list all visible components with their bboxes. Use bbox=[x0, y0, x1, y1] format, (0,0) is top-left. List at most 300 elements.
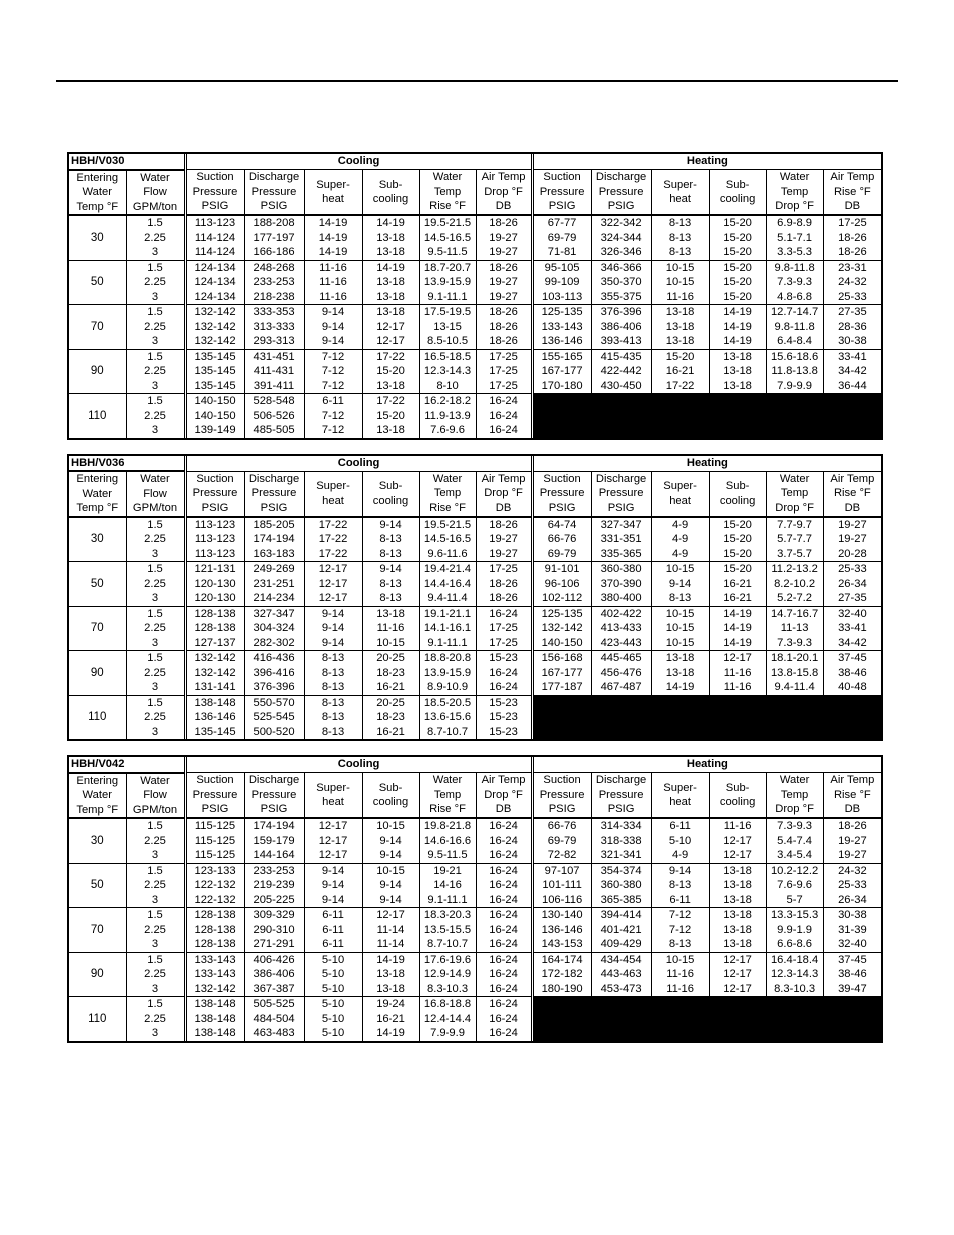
heating-value-cell: 12-17 bbox=[709, 834, 766, 849]
cooling-subcooling-header bbox=[362, 471, 419, 517]
heating-value-cell: 33-41 bbox=[823, 349, 882, 364]
cooling-value-cell: 9-14 bbox=[362, 517, 419, 533]
entering-water-temp-cell: 30 bbox=[68, 517, 126, 562]
cooling-value-cell: 128-138 bbox=[186, 606, 244, 621]
heating-value-cell: 125-135 bbox=[533, 305, 591, 320]
header-line: PSIG bbox=[260, 501, 288, 514]
heating-value-cell: 3.7-5.7 bbox=[766, 547, 823, 562]
cooling-value-cell: 174-194 bbox=[244, 532, 304, 547]
cooling-value-cell: 16-24 bbox=[476, 1026, 531, 1042]
cooling-value-cell: 8.7-10.7 bbox=[419, 725, 476, 741]
heating-value-cell: 10-15 bbox=[651, 562, 709, 577]
heating-value-cell: 167-177 bbox=[533, 666, 591, 681]
cooling-value-cell: 333-353 bbox=[244, 305, 304, 320]
cooling-value-cell: 132-142 bbox=[186, 334, 244, 349]
header-line: Air Temp bbox=[830, 472, 875, 485]
cooling-value-cell: 113-123 bbox=[186, 215, 244, 231]
heating-superheat-header bbox=[651, 170, 709, 216]
cooling-value-cell: 219-239 bbox=[244, 878, 304, 893]
heating-value-cell: 26-34 bbox=[823, 577, 882, 592]
heating-value-cell: 71-81 bbox=[533, 245, 591, 260]
header-line: Discharge bbox=[248, 774, 300, 787]
cooling-value-cell: 120-130 bbox=[186, 577, 244, 592]
cooling-value-cell: 5-10 bbox=[304, 1012, 362, 1027]
cooling-value-cell: 7-12 bbox=[304, 423, 362, 439]
cooling-value-cell: 9-14 bbox=[304, 878, 362, 893]
heating-value-cell: 30-38 bbox=[823, 908, 882, 923]
heating-value-cell: 15-20 bbox=[709, 290, 766, 305]
heating-value-cell: 69-79 bbox=[533, 834, 591, 849]
cooling-value-cell: 19.5-21.5 bbox=[419, 517, 476, 533]
header-line: Pressure bbox=[539, 788, 585, 801]
cooling-value-cell: 13-18 bbox=[362, 245, 419, 260]
cooling-value-cell: 14-19 bbox=[362, 1026, 419, 1042]
header-line: PSIG bbox=[201, 803, 229, 816]
cooling-value-cell: 16-24 bbox=[476, 606, 531, 621]
heating-value-cell: 15-20 bbox=[709, 547, 766, 562]
cooling-value-cell: 20-25 bbox=[362, 651, 419, 666]
header-line: Pressure bbox=[598, 788, 644, 801]
heating-value-cell: 17-25 bbox=[823, 215, 882, 231]
heating-value-cell: 318-338 bbox=[591, 834, 651, 849]
cooling-value-cell: 13-18 bbox=[362, 305, 419, 320]
header-line: cooling bbox=[372, 494, 409, 507]
heating-value-cell: 101-111 bbox=[533, 878, 591, 893]
cooling-value-cell: 11.9-13.9 bbox=[419, 409, 476, 424]
cooling-value-cell: 9-14 bbox=[304, 320, 362, 335]
title-row bbox=[68, 756, 882, 773]
cooling-group-header: Cooling bbox=[186, 756, 531, 773]
cooling-value-cell: 7-12 bbox=[304, 349, 362, 364]
flow-cell: 3 bbox=[126, 334, 184, 349]
table-row bbox=[68, 364, 882, 379]
heating-value-cell: 7.9-9.9 bbox=[766, 379, 823, 394]
header-line: Water bbox=[432, 472, 463, 485]
header-line: Water bbox=[432, 774, 463, 787]
heating-value-cell: 8-13 bbox=[651, 231, 709, 246]
cooling-value-cell: 16-24 bbox=[476, 967, 531, 982]
heating-value-cell: 10-15 bbox=[651, 952, 709, 967]
table-row bbox=[68, 680, 882, 695]
cooling-value-cell: 9-14 bbox=[362, 848, 419, 863]
heating-value-cell: 40-48 bbox=[823, 680, 882, 695]
cooling-value-cell: 17-22 bbox=[304, 532, 362, 547]
cooling-subcooling-header bbox=[362, 773, 419, 819]
cooling-value-cell: 9-14 bbox=[304, 621, 362, 636]
cooling-value-cell: 17-22 bbox=[304, 547, 362, 562]
heating-value-cell: 10-15 bbox=[651, 636, 709, 651]
heating-value-cell: 37-45 bbox=[823, 651, 882, 666]
heating-value-cell: 9-14 bbox=[651, 863, 709, 878]
flow-cell: 3 bbox=[126, 636, 184, 651]
header-line: Entering bbox=[76, 171, 119, 184]
heating-value-cell: 13-18 bbox=[709, 364, 766, 379]
heating-value-cell: 26-34 bbox=[823, 893, 882, 908]
heating-value-cell: 136-146 bbox=[533, 923, 591, 938]
heating-value-cell: 32-40 bbox=[823, 606, 882, 621]
heating-value-cell: 5-7 bbox=[766, 893, 823, 908]
header-line: cooling bbox=[719, 796, 756, 808]
header-line: Pressure bbox=[539, 487, 585, 500]
header-line: Temp bbox=[780, 185, 809, 198]
header-line: Super- bbox=[316, 781, 350, 794]
heating-value-cell: 125-135 bbox=[533, 606, 591, 621]
cooling-value-cell: 14-16 bbox=[419, 878, 476, 893]
flow-cell: 2.25 bbox=[126, 577, 184, 592]
model-label: HBH/V042 bbox=[68, 756, 184, 773]
cooling-value-cell: 18-26 bbox=[476, 517, 531, 533]
heating-value-cell: 327-347 bbox=[591, 517, 651, 533]
header-line: Discharge bbox=[595, 171, 647, 184]
cooling-value-cell: 163-183 bbox=[244, 547, 304, 562]
heating-value-cell: 13-18 bbox=[651, 666, 709, 681]
heating-value-cell: 8-13 bbox=[651, 591, 709, 606]
cooling-value-cell: 140-150 bbox=[186, 394, 244, 409]
cooling-value-cell: 290-310 bbox=[244, 923, 304, 938]
cooling-value-cell: 431-451 bbox=[244, 349, 304, 364]
header-line: PSIG bbox=[607, 200, 635, 213]
column-gap bbox=[531, 1026, 533, 1042]
cooling-value-cell: 18-26 bbox=[476, 260, 531, 275]
table-row bbox=[68, 878, 882, 893]
cooling-value-cell: 124-134 bbox=[186, 260, 244, 275]
heating-value-cell: 10-15 bbox=[651, 260, 709, 275]
header-line: PSIG bbox=[201, 200, 229, 213]
heating-value-cell: 7.3-9.3 bbox=[766, 636, 823, 651]
header-line: Temp °F bbox=[76, 803, 119, 816]
flow-cell: 2.25 bbox=[126, 532, 184, 547]
heating-discharge-pressure-header bbox=[591, 471, 651, 517]
cooling-value-cell: 122-132 bbox=[186, 893, 244, 908]
header-line: Temp bbox=[433, 487, 462, 500]
flow-cell: 3 bbox=[126, 245, 184, 260]
heating-value-cell: 360-380 bbox=[591, 562, 651, 577]
cooling-value-cell: 14-19 bbox=[304, 245, 362, 260]
cooling-value-cell: 16-24 bbox=[476, 423, 531, 439]
cooling-value-cell: 135-145 bbox=[186, 364, 244, 379]
header-line: heat bbox=[322, 494, 344, 507]
table-row bbox=[68, 621, 882, 636]
heating-value-cell: 15-20 bbox=[709, 517, 766, 533]
heating-value-cell: 31-39 bbox=[823, 923, 882, 938]
flow-cell: 2.25 bbox=[126, 967, 184, 982]
cooling-value-cell: 159-179 bbox=[244, 834, 304, 849]
column-gap bbox=[531, 1012, 533, 1027]
cooling-value-cell: 14-19 bbox=[362, 215, 419, 231]
column-header-row bbox=[68, 773, 882, 819]
cooling-value-cell: 7.9-9.9 bbox=[419, 1026, 476, 1042]
heating-value-cell: 17-22 bbox=[651, 379, 709, 394]
heating-value-cell: 314-334 bbox=[591, 818, 651, 834]
heating-value-cell: 102-112 bbox=[533, 591, 591, 606]
flow-cell: 3 bbox=[126, 1026, 184, 1042]
cooling-value-cell: 15-23 bbox=[476, 710, 531, 725]
heating-value-cell: 14-19 bbox=[709, 320, 766, 335]
heating-value-cell: 13-18 bbox=[651, 334, 709, 349]
cooling-value-cell: 16-21 bbox=[362, 1012, 419, 1027]
heating-value-cell: 3.3-5.3 bbox=[766, 245, 823, 260]
cooling-value-cell: 114-124 bbox=[186, 245, 244, 260]
cooling-value-cell: 19.5-21.5 bbox=[419, 215, 476, 231]
cooling-value-cell: 233-253 bbox=[244, 863, 304, 878]
heating-value-cell: 72-82 bbox=[533, 848, 591, 863]
cooling-air-temp-drop-header bbox=[476, 170, 531, 216]
heating-value-cell: 103-113 bbox=[533, 290, 591, 305]
column-header-row bbox=[68, 471, 882, 517]
cooling-value-cell: 9-14 bbox=[304, 305, 362, 320]
cooling-value-cell: 12-17 bbox=[304, 848, 362, 863]
cooling-value-cell: 16-24 bbox=[476, 818, 531, 834]
cooling-value-cell: 8-13 bbox=[304, 725, 362, 741]
cooling-value-cell: 139-149 bbox=[186, 423, 244, 439]
cooling-value-cell: 12-17 bbox=[362, 908, 419, 923]
header-line: Water bbox=[779, 774, 810, 787]
heating-value-cell: 20-28 bbox=[823, 547, 882, 562]
cooling-value-cell: 19-24 bbox=[362, 997, 419, 1012]
header-line: cooling bbox=[719, 193, 756, 205]
heating-value-cell: 4-9 bbox=[651, 547, 709, 562]
cooling-value-cell: 13-18 bbox=[362, 379, 419, 394]
cooling-value-cell: 132-142 bbox=[186, 651, 244, 666]
cooling-value-cell: 8-13 bbox=[304, 680, 362, 695]
entering-water-temp-header bbox=[68, 170, 126, 216]
flow-cell: 3 bbox=[126, 379, 184, 394]
cooling-value-cell: 17-22 bbox=[362, 394, 419, 409]
heating-value-cell: 12-17 bbox=[709, 982, 766, 997]
cooling-value-cell: 16-24 bbox=[476, 937, 531, 952]
cooling-value-cell: 8-13 bbox=[362, 591, 419, 606]
heating-value-cell: 18.1-20.1 bbox=[766, 651, 823, 666]
cooling-value-cell: 14-19 bbox=[304, 231, 362, 246]
cooling-value-cell: 121-131 bbox=[186, 562, 244, 577]
heating-value-cell: 13.8-15.8 bbox=[766, 666, 823, 681]
flow-cell: 2.25 bbox=[126, 320, 184, 335]
heating-value-cell: 66-76 bbox=[533, 818, 591, 834]
header-line: heat bbox=[322, 796, 344, 808]
cooling-value-cell: 124-134 bbox=[186, 275, 244, 290]
header-line: DB bbox=[844, 501, 861, 514]
header-line: Drop °F bbox=[775, 501, 814, 514]
header-line: Water bbox=[779, 171, 810, 184]
cooling-value-cell: 14-19 bbox=[362, 952, 419, 967]
header-line: PSIG bbox=[201, 501, 229, 514]
flow-cell: 2.25 bbox=[126, 710, 184, 725]
cooling-value-cell: 12-17 bbox=[304, 818, 362, 834]
heating-value-cell: 25-33 bbox=[823, 562, 882, 577]
cooling-value-cell: 18.5-20.5 bbox=[419, 695, 476, 710]
cooling-value-cell: 138-148 bbox=[186, 997, 244, 1012]
heating-value-cell: 7-12 bbox=[651, 923, 709, 938]
heating-value-cell: 39-47 bbox=[823, 982, 882, 997]
heating-value-cell: 4-9 bbox=[651, 848, 709, 863]
heating-value-cell: 7-12 bbox=[651, 908, 709, 923]
cooling-value-cell: 11-14 bbox=[362, 923, 419, 938]
flow-cell: 3 bbox=[126, 725, 184, 741]
heating-value-cell: 14-19 bbox=[709, 334, 766, 349]
heating-value-cell: 24-32 bbox=[823, 863, 882, 878]
header-line: Sub- bbox=[378, 781, 403, 794]
flow-cell: 2.25 bbox=[126, 1012, 184, 1027]
cooling-value-cell: 19-27 bbox=[476, 532, 531, 547]
header-line: PSIG bbox=[260, 803, 288, 816]
table-row bbox=[68, 666, 882, 681]
cooling-value-cell: 140-150 bbox=[186, 409, 244, 424]
cooling-value-cell: 18-26 bbox=[476, 577, 531, 592]
table-row bbox=[68, 547, 882, 562]
entering-water-temp-cell: 90 bbox=[68, 651, 126, 696]
header-line: Temp bbox=[433, 788, 462, 801]
table-row bbox=[68, 394, 882, 409]
header-line: Water bbox=[779, 472, 810, 485]
heating-suction-pressure-header bbox=[533, 773, 591, 819]
cooling-value-cell: 309-329 bbox=[244, 908, 304, 923]
cooling-value-cell: 484-504 bbox=[244, 1012, 304, 1027]
header-line: cooling bbox=[372, 796, 409, 808]
cooling-value-cell: 131-141 bbox=[186, 680, 244, 695]
table-row bbox=[68, 893, 882, 908]
heating-value-cell: 33-41 bbox=[823, 621, 882, 636]
heating-value-cell: 324-344 bbox=[591, 231, 651, 246]
heating-value-cell: 360-380 bbox=[591, 878, 651, 893]
table-row bbox=[68, 215, 882, 231]
heating-value-cell: 9.4-11.4 bbox=[766, 680, 823, 695]
cooling-value-cell: 293-313 bbox=[244, 334, 304, 349]
flow-cell: 3 bbox=[126, 937, 184, 952]
cooling-value-cell: 18-26 bbox=[476, 591, 531, 606]
header-line: Air Temp bbox=[830, 171, 875, 184]
table-row bbox=[68, 923, 882, 938]
cooling-value-cell: 18-26 bbox=[476, 215, 531, 231]
heating-value-cell: 34-42 bbox=[823, 364, 882, 379]
header-line: Entering bbox=[76, 774, 119, 787]
cooling-value-cell: 12-17 bbox=[304, 577, 362, 592]
flow-cell: 1.5 bbox=[126, 952, 184, 967]
cooling-value-cell: 7-12 bbox=[304, 364, 362, 379]
cooling-value-cell: 113-123 bbox=[186, 547, 244, 562]
cooling-value-cell: 8-13 bbox=[304, 666, 362, 681]
header-line: Suction bbox=[543, 774, 581, 787]
cooling-value-cell: 138-148 bbox=[186, 695, 244, 710]
cooling-value-cell: 16-24 bbox=[476, 952, 531, 967]
cooling-value-cell: 18.7-20.7 bbox=[419, 260, 476, 275]
entering-water-temp-cell: 70 bbox=[68, 908, 126, 953]
cooling-value-cell: 406-426 bbox=[244, 952, 304, 967]
heating-value-cell: 5.4-7.4 bbox=[766, 834, 823, 849]
header-line: Discharge bbox=[248, 472, 300, 485]
entering-water-temp-cell: 50 bbox=[68, 562, 126, 607]
heating-value-cell: 335-365 bbox=[591, 547, 651, 562]
heating-value-cell: 16-21 bbox=[651, 364, 709, 379]
cooling-value-cell: 6-11 bbox=[304, 394, 362, 409]
heating-value-cell: 15-20 bbox=[709, 532, 766, 547]
cooling-value-cell: 13-18 bbox=[362, 606, 419, 621]
table-row bbox=[68, 848, 882, 863]
cooling-value-cell: 233-253 bbox=[244, 275, 304, 290]
cooling-value-cell: 11-16 bbox=[304, 260, 362, 275]
cooling-value-cell: 12.3-14.3 bbox=[419, 364, 476, 379]
cooling-value-cell: 9.6-11.6 bbox=[419, 547, 476, 562]
heating-group-header: Heating bbox=[533, 153, 882, 170]
cooling-value-cell: 122-132 bbox=[186, 878, 244, 893]
heating-superheat-header bbox=[651, 773, 709, 819]
cooling-value-cell: 19.1-21.1 bbox=[419, 606, 476, 621]
header-line: Pressure bbox=[251, 185, 297, 198]
cooling-value-cell: 249-269 bbox=[244, 562, 304, 577]
header-line: Temp bbox=[780, 788, 809, 801]
heating-value-cell: 19-27 bbox=[823, 517, 882, 533]
heating-value-cell: 13-18 bbox=[651, 651, 709, 666]
heating-value-cell: 14-19 bbox=[709, 305, 766, 320]
heating-value-cell: 13-18 bbox=[709, 878, 766, 893]
cooling-value-cell: 16-24 bbox=[476, 893, 531, 908]
cooling-value-cell: 5-10 bbox=[304, 997, 362, 1012]
cooling-value-cell: 16.2-18.2 bbox=[419, 394, 476, 409]
cooling-value-cell: 500-520 bbox=[244, 725, 304, 741]
cooling-value-cell: 13-18 bbox=[362, 982, 419, 997]
flow-cell: 2.25 bbox=[126, 231, 184, 246]
flow-cell: 1.5 bbox=[126, 606, 184, 621]
entering-water-temp-cell: 90 bbox=[68, 349, 126, 394]
cooling-value-cell: 9-14 bbox=[304, 863, 362, 878]
cooling-value-cell: 9-14 bbox=[304, 334, 362, 349]
entering-water-temp-cell: 70 bbox=[68, 606, 126, 651]
cooling-value-cell: 123-133 bbox=[186, 863, 244, 878]
heating-value-cell: 380-400 bbox=[591, 591, 651, 606]
cooling-value-cell: 16.8-18.8 bbox=[419, 997, 476, 1012]
cooling-value-cell: 525-545 bbox=[244, 710, 304, 725]
header-line: PSIG bbox=[607, 803, 635, 816]
header-line: Rise °F bbox=[429, 200, 466, 213]
heating-value-cell: 12-17 bbox=[709, 952, 766, 967]
cooling-superheat-header bbox=[304, 170, 362, 216]
heating-value-cell: 14-19 bbox=[709, 636, 766, 651]
cooling-value-cell: 391-411 bbox=[244, 379, 304, 394]
table-row bbox=[68, 636, 882, 651]
cooling-value-cell: 16-24 bbox=[476, 982, 531, 997]
heating-discharge-pressure-header bbox=[591, 170, 651, 216]
flow-cell: 1.5 bbox=[126, 997, 184, 1012]
flow-cell: 2.25 bbox=[126, 275, 184, 290]
heating-value-cell: 13-18 bbox=[709, 923, 766, 938]
performance-table bbox=[67, 755, 883, 1043]
cooling-value-cell: 13-18 bbox=[362, 231, 419, 246]
cooling-value-cell: 11-14 bbox=[362, 937, 419, 952]
heating-value-cell: 16.4-18.4 bbox=[766, 952, 823, 967]
cooling-value-cell: 13-15 bbox=[419, 320, 476, 335]
header-line: Drop °F bbox=[484, 788, 523, 801]
cooling-value-cell: 396-416 bbox=[244, 666, 304, 681]
cooling-value-cell: 127-137 bbox=[186, 636, 244, 651]
heating-water-temp-drop-header bbox=[766, 471, 823, 517]
cooling-value-cell: 14-19 bbox=[362, 260, 419, 275]
cooling-value-cell: 18-26 bbox=[476, 320, 531, 335]
heating-value-cell: 7.3-9.3 bbox=[766, 275, 823, 290]
header-line: Flow bbox=[143, 487, 167, 500]
flow-cell: 3 bbox=[126, 982, 184, 997]
heating-value-cell: 15-20 bbox=[709, 231, 766, 246]
cooling-suction-pressure-header bbox=[186, 471, 244, 517]
cooling-value-cell: 13.5-15.5 bbox=[419, 923, 476, 938]
heating-value-cell: 14-19 bbox=[651, 680, 709, 695]
model-label: HBH/V030 bbox=[68, 153, 184, 170]
cooling-value-cell: 132-142 bbox=[186, 666, 244, 681]
header-line: Rise °F bbox=[833, 185, 871, 198]
header-line: Super- bbox=[663, 480, 697, 492]
flow-cell: 1.5 bbox=[126, 517, 184, 533]
header-line: DB bbox=[844, 803, 861, 816]
header-line: Rise °F bbox=[429, 501, 466, 514]
cooling-value-cell: 16-24 bbox=[476, 409, 531, 424]
